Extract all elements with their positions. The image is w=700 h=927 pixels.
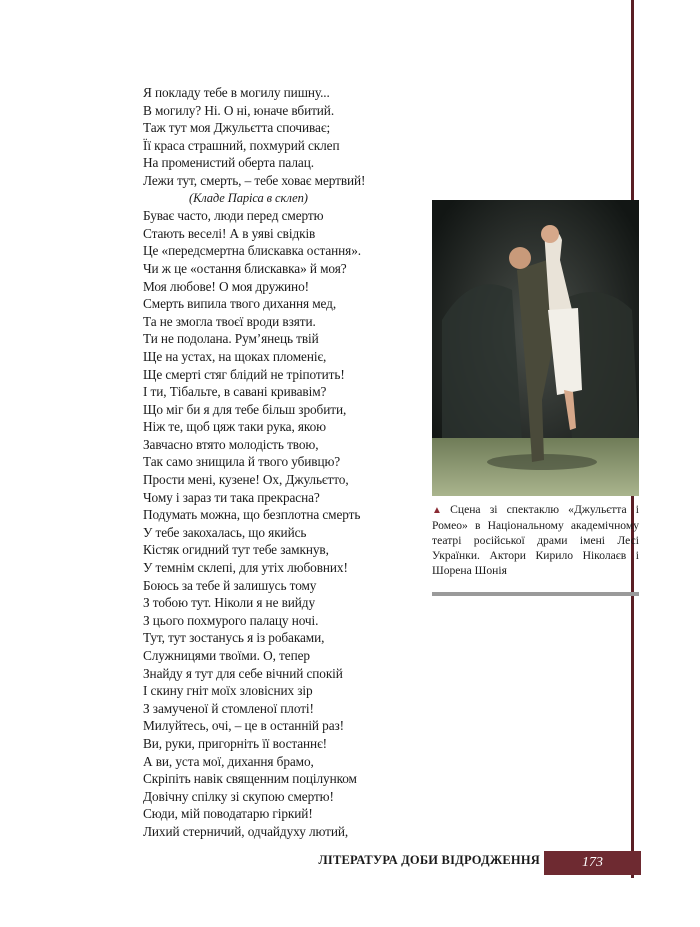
stage-direction: (Кладе Паріса в склеп): [189, 190, 308, 205]
theatre-photo: [432, 200, 639, 496]
poem-line: Служницями твоїми. О, тепер: [143, 648, 310, 663]
poem-line: Кістяк огидний тут тебе замкнув,: [143, 542, 329, 558]
poem-line: Чи ж це «остання блискавка» й моя?: [143, 260, 347, 276]
poem-line: Скріпіть навік священним поцілунком: [143, 771, 357, 787]
poem-line: Подумать можна, що безплотна смерть: [143, 507, 361, 523]
poem-line: Смерть випила твого дихання мед,: [143, 296, 337, 312]
poem-line: З замученої й стомленої плоті!: [143, 700, 314, 716]
triangle-marker-icon: ▲: [432, 505, 449, 516]
poem-line: Ти не подолана. Рум’янець твій: [143, 331, 319, 347]
poem-line: У темнім склепі, для утіх любовних!: [143, 560, 348, 576]
caption-rule: [432, 592, 639, 596]
caption-text: Сцена зі спектаклю «Джульєтта і Ромео» в Національному академічному театрі російської драми імені Лесі Українки. Актори Кирило Ніколаєв і Шорена Шонія: [432, 503, 639, 577]
poem-line: Боюсь за тебе й залишусь тому: [143, 577, 317, 593]
poem-line: Ви, руки, пригорніть її востаннє!: [143, 735, 328, 751]
poem-line: І ти, Тібальте, в савані кривавім?: [143, 384, 327, 400]
poem-line: Ніж те, щоб цяж таки рука, якою: [143, 419, 326, 435]
photo-caption: [432, 502, 639, 578]
poem-line: Тут, тут зостанусь я із робаками,: [143, 630, 325, 646]
poem-line: Завчасно втято молодість твою,: [143, 436, 319, 452]
poem-line: Сюди, мій поводатарю гіркий!: [143, 806, 313, 822]
poem-line: Що міг би я для тебе більш зробити,: [143, 401, 347, 417]
poem-line: У тебе закохалась, що якийсь: [143, 524, 307, 540]
poem-line: З цього похмурого палацу ночі.: [143, 612, 319, 628]
poem-line: Моя любове! О моя дружино!: [143, 278, 309, 294]
poem-line: Це «передсмертна блискавка остання».: [143, 243, 361, 259]
poem-text: [143, 84, 428, 841]
theatre-photo-illustration: [432, 200, 639, 496]
poem-line: Її краса страшний, похмурий склеп: [143, 137, 340, 153]
poem-line: На променистий оберта палац.: [143, 155, 314, 171]
poem-line: Знайду я тут для себе вічний спокій: [143, 665, 343, 681]
poem-line: Стають веселі! А в уяві свідків: [143, 225, 316, 241]
poem-line: А ви, уста мої, дихання брамо,: [143, 753, 314, 769]
poem-line: Прости мені, кузене! Ох, Джульєтто,: [143, 472, 349, 488]
poem-line: І скину гніт моїх зловісних зір: [143, 683, 313, 699]
poem-line: Лихий стерничий, одчайдуху лютий,: [143, 823, 349, 839]
poem-line: Довічну спілку зі скупою смертю!: [143, 788, 334, 804]
poem-line: Так само знищила й твого убивцю?: [143, 454, 341, 470]
poem-line: В могилу? Ні. О ні, юначе вбитий.: [143, 102, 335, 118]
poem-line: Милуйтесь, очі, – це в останній раз!: [143, 718, 345, 734]
poem-line: Таж тут моя Джульєтта спочиває;: [143, 120, 331, 136]
poem-line: З тобою тут. Ніколи я не вийду: [143, 595, 316, 611]
poem-line: Буває часто, люди перед смертю: [143, 208, 324, 224]
poem-line: Та не змогла твоєї вроди взяти.: [143, 313, 316, 329]
poem-line: Лежи тут, смерть, – тебе ховає мертвий!: [143, 172, 366, 188]
section-title: ЛІТЕРАТУРА ДОБИ ВІДРОДЖЕННЯ: [318, 853, 540, 867]
poem-line: Ще на устах, на щоках пломеніє,: [143, 348, 327, 364]
poem-line: Я покладу тебе в могилу пишну...: [143, 85, 330, 100]
poem-line: Ще смерті стяг блідий не тріпотить!: [143, 366, 345, 382]
poem-line: Чому і зараз ти така прекрасна?: [143, 489, 320, 505]
page-number: 173: [544, 851, 641, 875]
